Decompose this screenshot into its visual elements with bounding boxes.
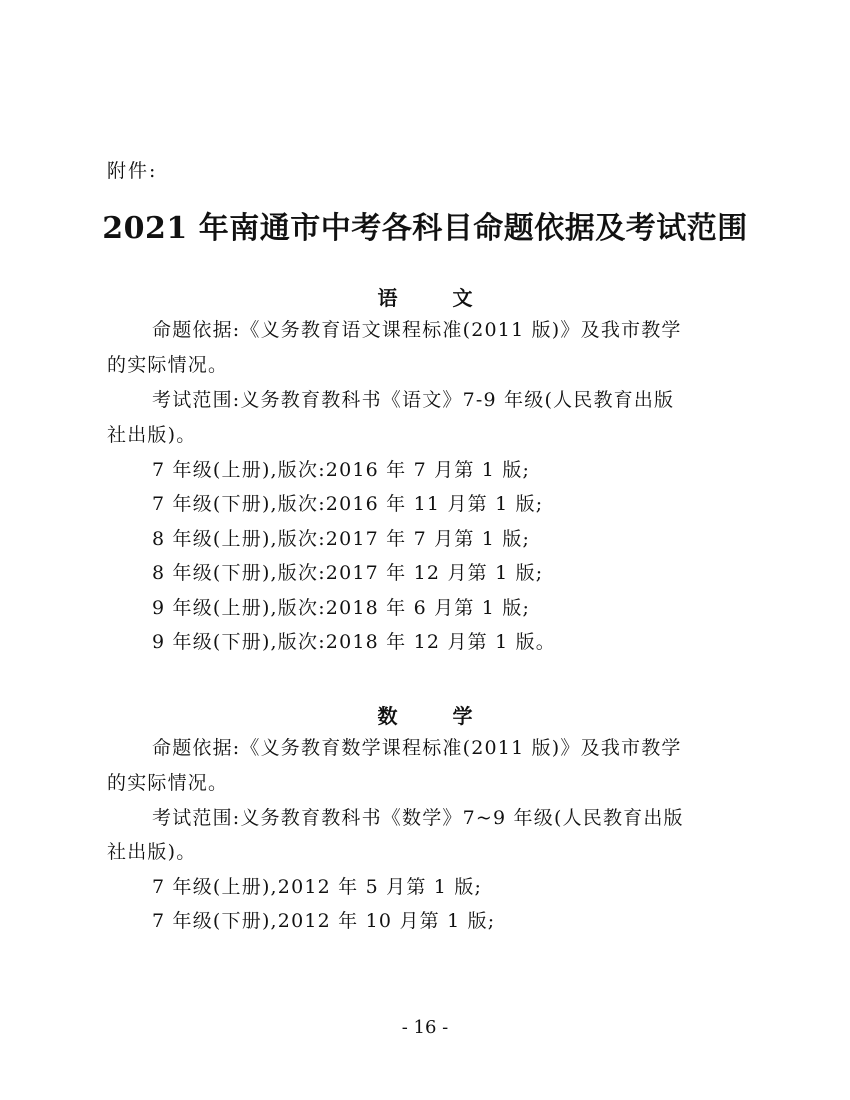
math-edition-1: 7 年级(上册),2012 年 5 月第 1 版;: [152, 876, 483, 898]
chinese-edition-1: 7 年级(上册),版次:2016 年 7 月第 1 版;: [152, 459, 531, 481]
chinese-basis-line-1: [152, 318, 747, 342]
math-scope-line-1: 考试范围:义务教育教科书《数学》7~9 年级(人民教育出版: [152, 807, 684, 829]
chinese-edition-6: 9 年级(下册),版次:2018 年 12 月第 1 版。: [152, 631, 557, 653]
chinese-edition-3: 8 年级(上册),版次:2017 年 7 月第 1 版;: [152, 528, 531, 550]
document-title: 2021 年南通市中考各科目命题依据及考试范围: [102, 211, 748, 246]
chinese-edition-5: 9 年级(上册),版次:2018 年 6 月第 1 版;: [152, 597, 531, 619]
chinese-basis-line-2: 的实际情况。: [107, 354, 229, 376]
math-edition-2: 7 年级(下册),2012 年 10 月第 1 版;: [152, 910, 496, 932]
section-heading-chinese: 语 文: [377, 286, 497, 310]
math-basis-line-1: 命题依据:《义务教育数学课程标准(2011 版)》及我市教学: [152, 737, 682, 759]
attachment-label: 附件:: [107, 160, 158, 182]
chinese-edition-4: 8 年级(下册),版次:2017 年 12 月第 1 版;: [152, 562, 544, 584]
chinese-basis-text-1: 命题依据:《义务教育语文课程标准(2011 版)》及我市教学: [152, 319, 682, 341]
section-heading-math: 数 学: [377, 704, 497, 728]
page-number: - 16 -: [401, 1017, 449, 1038]
math-basis-line-2: 的实际情况。: [107, 772, 229, 794]
math-scope-line-2: 社出版)。: [107, 841, 197, 863]
chinese-edition-2: 7 年级(下册),版次:2016 年 11 月第 1 版;: [152, 493, 544, 515]
chinese-scope-line-2: 社出版)。: [107, 424, 197, 446]
chinese-scope-line-1: 考试范围:义务教育教科书《语文》7-9 年级(人民教育出版: [152, 389, 675, 411]
